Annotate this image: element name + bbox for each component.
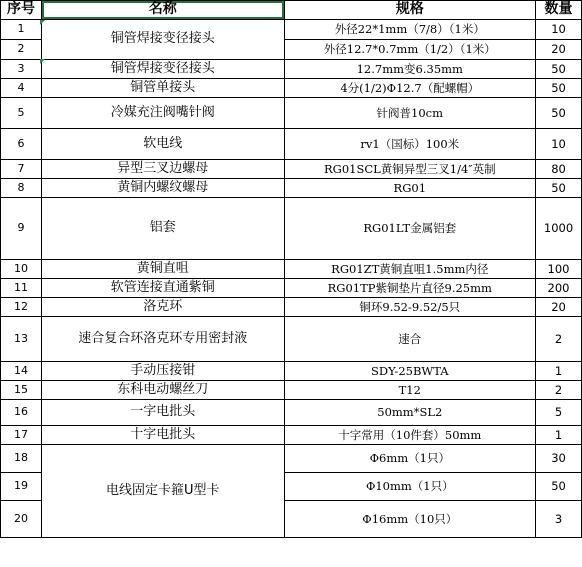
- cell-name[interactable]: 黄铜内螺纹螺母: [41, 179, 284, 198]
- cell-qty[interactable]: 2: [536, 317, 582, 362]
- cell-spec[interactable]: T12: [284, 381, 536, 400]
- table-row: [1, 79, 582, 98]
- cell-no[interactable]: 13: [1, 317, 42, 362]
- cell-no[interactable]: 1: [1, 20, 42, 40]
- cell-spec[interactable]: 外径22*1mm（7/8）（1米）: [284, 20, 536, 40]
- cell-name[interactable]: 软电线: [41, 129, 284, 160]
- cell-no[interactable]: 5: [1, 98, 42, 129]
- cell-spec[interactable]: RG01ZT黄铜直咀1.5mm内径: [284, 260, 536, 279]
- cell-name[interactable]: 手动压接钳: [41, 362, 284, 381]
- cell-name[interactable]: 一字电批头: [41, 400, 284, 426]
- cell-spec[interactable]: 外径12.7*0.7mm（1/2）（1米）: [284, 40, 536, 60]
- table-row: [1, 129, 582, 160]
- cell-qty[interactable]: 50: [536, 60, 582, 79]
- table-row: [1, 317, 582, 362]
- cell-qty[interactable]: 5: [536, 400, 582, 426]
- header-no[interactable]: 序号: [1, 1, 42, 20]
- table-row: [1, 445, 582, 473]
- cell-no[interactable]: 16: [1, 400, 42, 426]
- cell-qty[interactable]: 80: [536, 160, 582, 179]
- cell-no[interactable]: 8: [1, 179, 42, 198]
- header-qty[interactable]: 数量: [536, 1, 582, 20]
- cell-no[interactable]: 17: [1, 426, 42, 445]
- cell-no[interactable]: 2: [1, 40, 42, 60]
- cell-qty[interactable]: 200: [536, 279, 582, 298]
- cell-spec[interactable]: RG01SCL黄铜异型三叉1/4″英制: [284, 160, 536, 179]
- table-row: [1, 160, 582, 179]
- cell-no[interactable]: 12: [1, 298, 42, 317]
- cell-qty[interactable]: 1000: [536, 198, 582, 260]
- cell-no[interactable]: 7: [1, 160, 42, 179]
- cell-no[interactable]: 9: [1, 198, 42, 260]
- cell-spec[interactable]: SDY-25BWTA: [284, 362, 536, 381]
- cell-spec[interactable]: 12.7mm变6.35mm: [284, 60, 536, 79]
- cell-no[interactable]: 10: [1, 260, 42, 279]
- cell-name[interactable]: 软管连接直通紫铜: [41, 279, 284, 298]
- cell-name[interactable]: 铜管焊接变径接头: [41, 60, 284, 79]
- cell-name[interactable]: 异型三叉边螺母: [41, 160, 284, 179]
- cell-name[interactable]: 铝套: [41, 198, 284, 260]
- table-row: [1, 260, 582, 279]
- cell-no[interactable]: 4: [1, 79, 42, 98]
- cell-qty[interactable]: 50: [536, 98, 582, 129]
- cell-no[interactable]: 20: [1, 501, 42, 538]
- cell-spec[interactable]: 针阀普10cm: [284, 98, 536, 129]
- cell-qty[interactable]: 50: [536, 473, 582, 501]
- cell-no[interactable]: 6: [1, 129, 42, 160]
- cell-qty[interactable]: 20: [536, 40, 582, 60]
- header-row: [1, 1, 582, 20]
- cell-qty[interactable]: 3: [536, 501, 582, 538]
- table-row: [1, 279, 582, 298]
- cell-spec[interactable]: 4分(1/2)Φ12.7（配螺帽）: [284, 79, 536, 98]
- cell-comment-marker: [40, 20, 45, 25]
- table-row: [1, 298, 582, 317]
- cell-qty[interactable]: 1: [536, 426, 582, 445]
- cell-spec[interactable]: Φ6mm（1只）: [284, 445, 536, 473]
- table-row: [1, 20, 582, 40]
- cell-spec[interactable]: RG01: [284, 179, 536, 198]
- table-row: [1, 381, 582, 400]
- cell-spec[interactable]: Φ10mm（1只）: [284, 473, 536, 501]
- table-row: [1, 98, 582, 129]
- cell-no[interactable]: 18: [1, 445, 42, 473]
- table-row: [1, 60, 582, 79]
- cell-qty[interactable]: 30: [536, 445, 582, 473]
- cell-spec[interactable]: 十字常用（10件套）50mm: [284, 426, 536, 445]
- cell-qty[interactable]: 50: [536, 179, 582, 198]
- sheet-body: [1, 1, 582, 538]
- cell-name[interactable]: 铜管单接头: [41, 79, 284, 98]
- cell-name[interactable]: 东科电动螺丝刀: [41, 381, 284, 400]
- header-name[interactable]: 名称: [41, 1, 284, 20]
- header-spec[interactable]: 规格: [284, 1, 536, 20]
- cell-qty[interactable]: 10: [536, 20, 582, 40]
- cell-name[interactable]: 十字电批头: [41, 426, 284, 445]
- cell-spec[interactable]: 速合: [284, 317, 536, 362]
- cell-qty[interactable]: 50: [536, 79, 582, 98]
- cell-qty[interactable]: 1: [536, 362, 582, 381]
- cell-name[interactable]: 黄铜直咀: [41, 260, 284, 279]
- cell-comment-marker: [40, 59, 45, 64]
- table-row: [1, 426, 582, 445]
- cell-spec[interactable]: RG01TP紫铜垫片直径9.25mm: [284, 279, 536, 298]
- cell-qty[interactable]: 100: [536, 260, 582, 279]
- cell-qty[interactable]: 20: [536, 298, 582, 317]
- cell-spec[interactable]: rv1（国标）100米: [284, 129, 536, 160]
- cell-no[interactable]: 11: [1, 279, 42, 298]
- table-row: [1, 179, 582, 198]
- cell-name[interactable]: 洛克环: [41, 298, 284, 317]
- table-row: [1, 362, 582, 381]
- table-row: [1, 400, 582, 426]
- table-row: [1, 198, 582, 260]
- cell-spec[interactable]: 50mm*SL2: [284, 400, 536, 426]
- cell-no[interactable]: 15: [1, 381, 42, 400]
- cell-name[interactable]: 冷媒充注阀嘴针阀: [41, 98, 284, 129]
- cell-spec[interactable]: RG01LT金属铝套: [284, 198, 536, 260]
- cell-spec[interactable]: 铜环9.52-9.52/5只: [284, 298, 536, 317]
- cell-name[interactable]: 速合复合环洛克环专用密封液: [41, 317, 284, 362]
- cell-qty[interactable]: 2: [536, 381, 582, 400]
- cell-no[interactable]: 14: [1, 362, 42, 381]
- cell-qty[interactable]: 10: [536, 129, 582, 160]
- cell-spec[interactable]: Φ16mm（10只）: [284, 501, 536, 538]
- cell-no[interactable]: 19: [1, 473, 42, 501]
- cell-name[interactable]: 电线固定卡箍U型卡: [41, 445, 284, 538]
- cell-no[interactable]: 3: [1, 60, 42, 79]
- cell-name[interactable]: 铜管焊接变径接头: [41, 20, 284, 60]
